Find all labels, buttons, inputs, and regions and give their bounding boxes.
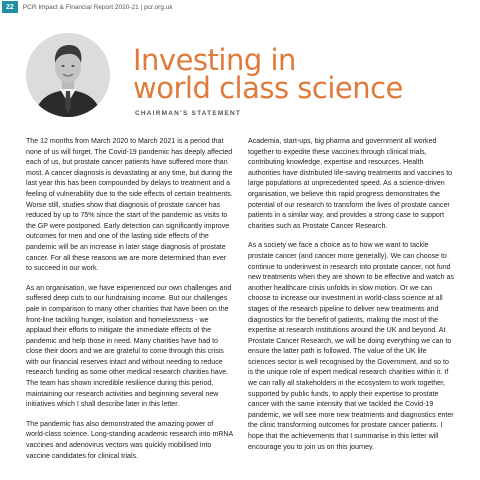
page-title [133,43,403,105]
right-column [248,137,455,462]
page-header [0,0,173,14]
title-line-2: world class science [133,71,403,105]
running-head: PCR Impact & Financial Report 2020-21 | pcr.org.uk [22,3,173,11]
title-line-1: Investing in [133,43,296,77]
paragraph: As a society we face a choice as to how we want to tackle prostate cancer (and cancer more generally). We can choose to continue to underinvest in research into prostate cancer, not fund new treatments when they are shown to be effective and watch as another healthcare crisis unfolds in slow motion. Or we can choose to increase our investment in world-class science at all stages of the research pipeline to deliver new treatments and diagnostics for the benefit of patients, making the most of the expertise at research institutions around the UK and beyond. At Prostate Cancer Research, we will be doing everything we can to ensure the latter path is followed. The value of the UK life sciences sector is well recognised by the Government, and so to is the unique role of expert medical research charities within it. If we can rally all stakeholders in the ecosystem to work together, supported by public funds, to apply their expertise to prostate cancer with the same intensity that we tackled the Covid-19 pandemic, we will see more new treatments and diagnostics enter the clinic transforming outcomes for prostate cancer patients. I hope that the achievements that I summarise in this letter will encourage you to join us on this journey. [248,242,454,451]
chairman-portrait [26,33,110,117]
paragraph: As an organisation, we have experienced our own challenges and suffered deep cuts to our fundraising income. But our challenges pale in comparison to many other charities that have been on the front-line tackling hunger, isolation and homelessness - we applaud their efforts to mitigate the immediate effects of the pandemic and help those in need. Many charities have had to close their doors and we are grateful to come through this crisis with our financial reserves intact and without needing to reduce research funding as some other medical research charities have. The team has shown incredible resilience during this period, maintaining our research activities and beginning several new initiatives which I shall describe later in this letter. [26,284,232,409]
paragraph: The pandemic has also demonstrated the amazing power of world-class science. Long-standing academic research into mRNA vaccines and adenovirus vectors was quickly mobilised into vaccine candidates for clinical trials. [26,420,233,460]
paragraph: Academia, start-ups, big pharma and government all worked together to expedite these vaccines through clinical trials, contributing knowledge, expertise and resources. Health authorities have distributed life-saving treatments and vaccines to large populations at unprecedented speed. As a science-driven organisation, we believe this rapid progress demonstrates the potential of our research to transform the lives of prostate cancer patients in a similar way, and provides a strong case to support charities such as Prostate Cancer Research. [248,138,453,230]
left-column [26,137,233,471]
paragraph: The 12 months from March 2020 to March 2021 is a period that none of us will forget. The Covid-19 pandemic has deeply affected each of us, but prostate cancer patients have suffered more than most. A cancer diagnosis is devastating at any time, but during the last year this has been compounded by delays to treatment and a feeling of vulnerability due to the side effects of certain treatments. Worse still, studies show that diagnosis of prostate cancer has reduced by up to 75% since the start of the pandemic as visits to the GP were postponed. Early detection can significantly improve outcomes for men and one of the lasting side effects of the pandemic will be an increase in later stage diagnosis of prostate cancer. For all these reasons we are more determined than ever to succeed in our work. [26,138,233,273]
page-number: 22 [2,1,18,13]
section-subtitle: CHAIRMAN’S STATEMENT [135,110,242,117]
